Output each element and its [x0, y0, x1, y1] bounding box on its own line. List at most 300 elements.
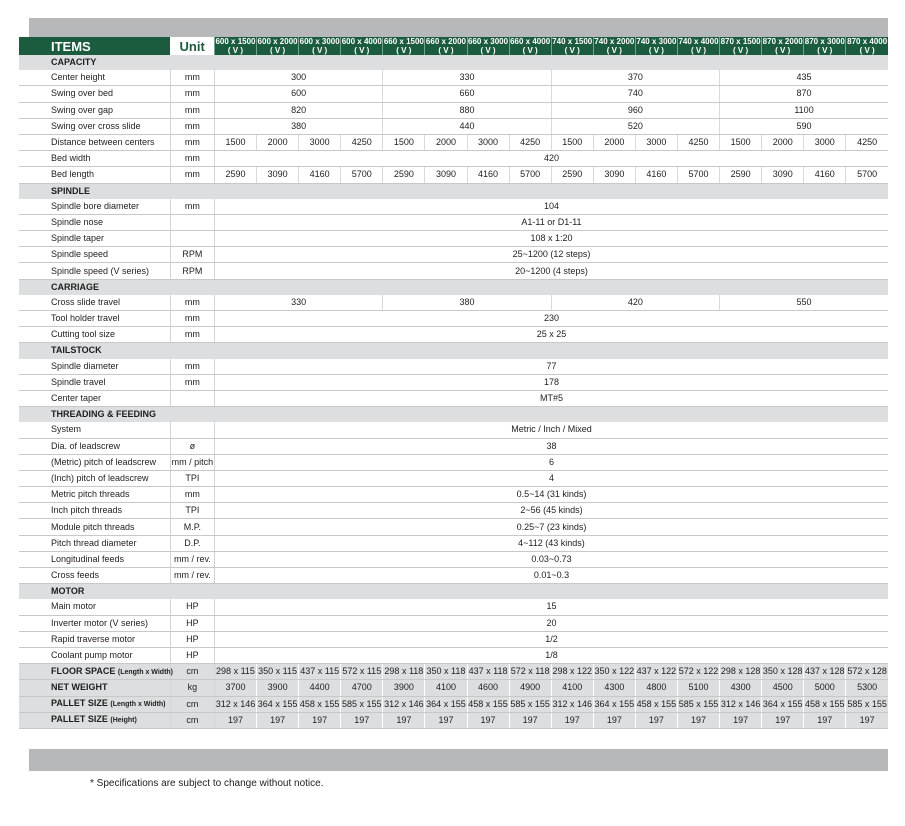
items-header: ITEMS: [19, 37, 170, 55]
spec-row: [19, 70, 888, 86]
summary-value: 437 x 115: [299, 664, 341, 680]
section-header-row: [19, 584, 888, 600]
spec-value: 5700: [677, 167, 719, 183]
spec-value: 104: [214, 199, 888, 215]
model-series: ( V ): [312, 46, 328, 55]
summary-label-sub: (Length x Width): [110, 701, 166, 709]
model-series: ( V ): [606, 46, 622, 55]
spec-row: [19, 374, 888, 390]
spec-label: Swing over gap: [19, 102, 170, 118]
bottom-gray-band: [29, 749, 888, 771]
spec-label: Inch pitch threads: [19, 503, 170, 519]
summary-value: 4600: [467, 680, 509, 696]
spec-label: System: [19, 422, 170, 438]
model-header: [677, 37, 719, 55]
spec-label: Coolant pump motor: [19, 647, 170, 663]
summary-value: 572 x 122: [677, 664, 719, 680]
spec-value: 435: [720, 70, 888, 86]
summary-unit: cm: [170, 712, 214, 728]
summary-value: 458 x 155: [467, 696, 509, 712]
model-header: [425, 37, 467, 55]
spec-unit: mm: [170, 327, 214, 343]
unit-header: Unit: [170, 37, 214, 55]
summary-label: [19, 696, 170, 712]
spec-value: 1500: [551, 134, 593, 150]
spec-label: Bed width: [19, 151, 170, 167]
spec-value: 550: [720, 295, 888, 311]
spec-value: 0.03~0.73: [214, 551, 888, 567]
spec-value: 330: [383, 70, 551, 86]
spec-label: Longitudinal feeds: [19, 551, 170, 567]
spec-value: 38: [214, 438, 888, 454]
spec-label: Cross slide travel: [19, 295, 170, 311]
summary-label-main: PALLET SIZE: [51, 714, 108, 725]
summary-row: [19, 712, 888, 728]
summary-value: 4400: [299, 680, 341, 696]
summary-value: 437 x 128: [804, 664, 846, 680]
model-series: ( V ): [270, 46, 286, 55]
summary-label-main: NET WEIGHT: [51, 682, 108, 693]
spec-label: Spindle nose: [19, 214, 170, 230]
spec-value: 1100: [720, 102, 888, 118]
spec-value: 370: [551, 70, 719, 86]
spec-row: [19, 519, 888, 535]
summary-unit: kg: [170, 680, 214, 696]
spec-value: 4250: [509, 134, 551, 150]
summary-unit: cm: [170, 664, 214, 680]
spec-unit: D.P.: [170, 535, 214, 551]
spec-unit: mm: [170, 295, 214, 311]
spec-unit: mm: [170, 134, 214, 150]
spec-row: [19, 647, 888, 663]
spec-unit: mm: [170, 374, 214, 390]
model-series: ( V ): [648, 46, 664, 55]
spec-value: Metric / Inch / Mixed: [214, 422, 888, 438]
spec-label: Center taper: [19, 390, 170, 406]
summary-value: 312 x 146: [720, 696, 762, 712]
spec-label: Cross feeds: [19, 568, 170, 584]
summary-value: 197: [846, 712, 888, 728]
spec-value: 300: [214, 70, 382, 86]
spec-value: 2000: [425, 134, 467, 150]
spec-row: [19, 231, 888, 247]
summary-value: 585 x 155: [341, 696, 383, 712]
spec-row: [19, 438, 888, 454]
summary-value: 4300: [720, 680, 762, 696]
specification-table: [19, 37, 888, 729]
spec-label: Pitch thread diameter: [19, 535, 170, 551]
spec-label: Spindle speed: [19, 247, 170, 263]
spec-label: (Inch) pitch of leadscrew: [19, 470, 170, 486]
model-size: 870 x 1500: [720, 37, 761, 46]
section-header-row: [19, 343, 888, 359]
spec-value: 77: [214, 359, 888, 375]
spec-value: 440: [383, 118, 551, 134]
section-header-row: [19, 183, 888, 199]
summary-value: 3900: [257, 680, 299, 696]
spec-value: 2000: [593, 134, 635, 150]
summary-value: 197: [635, 712, 677, 728]
spec-row: [19, 454, 888, 470]
model-size: 660 x 1500: [383, 37, 424, 46]
spec-row: [19, 86, 888, 102]
summary-value: 437 x 118: [467, 664, 509, 680]
spec-value: 4160: [299, 167, 341, 183]
summary-value: 298 x 115: [214, 664, 256, 680]
spec-row: [19, 568, 888, 584]
spec-value: 20: [214, 615, 888, 631]
summary-value: 197: [804, 712, 846, 728]
spec-value: 4250: [677, 134, 719, 150]
spec-value: 0.01~0.3: [214, 568, 888, 584]
spec-row: [19, 167, 888, 183]
spec-label: Rapid traverse motor: [19, 631, 170, 647]
spec-label: Tool holder travel: [19, 311, 170, 327]
spec-value: 520: [551, 118, 719, 134]
spec-value: 5700: [341, 167, 383, 183]
spec-value: 4160: [804, 167, 846, 183]
spec-row: [19, 631, 888, 647]
spec-value: 20~1200 (4 steps): [214, 263, 888, 279]
spec-value: 2000: [257, 134, 299, 150]
summary-value: 4900: [509, 680, 551, 696]
spec-row: [19, 295, 888, 311]
spec-value: 3000: [299, 134, 341, 150]
spec-value: 108 x 1:20: [214, 231, 888, 247]
summary-label: [19, 712, 170, 728]
spec-row: [19, 214, 888, 230]
model-header: [341, 37, 383, 55]
summary-value: 364 x 155: [762, 696, 804, 712]
summary-label: [19, 664, 174, 680]
model-header: [804, 37, 846, 55]
model-size: 600 x 1500: [215, 37, 256, 46]
model-size: 740 x 1500: [552, 37, 593, 46]
spec-unit: ø: [170, 438, 214, 454]
section-title: SPINDLE: [19, 183, 888, 199]
spec-unit: [170, 214, 214, 230]
summary-value: 350 x 128: [762, 664, 804, 680]
model-size: 870 x 4000: [847, 37, 888, 46]
summary-value: 197: [762, 712, 804, 728]
spec-unit: [170, 422, 214, 438]
summary-value: 197: [593, 712, 635, 728]
spec-value: 2590: [551, 167, 593, 183]
spec-value: 3090: [593, 167, 635, 183]
summary-value: 197: [341, 712, 383, 728]
summary-value: 4800: [635, 680, 677, 696]
spec-value: 4250: [846, 134, 888, 150]
model-size: 600 x 2000: [257, 37, 298, 46]
model-size: 870 x 3000: [804, 37, 845, 46]
footnote: * Specifications are subject to change without notice.: [90, 778, 324, 789]
spec-unit: mm / pitch: [170, 454, 214, 470]
spec-row: [19, 599, 888, 615]
spec-value: 380: [214, 118, 382, 134]
header-row: [19, 37, 888, 55]
spec-label: Swing over bed: [19, 86, 170, 102]
spec-label: Spindle diameter: [19, 359, 170, 375]
section-title: CAPACITY: [19, 55, 888, 70]
model-header: [846, 37, 888, 55]
spec-unit: mm: [170, 359, 214, 375]
summary-value: 585 x 155: [846, 696, 888, 712]
summary-value: 4100: [425, 680, 467, 696]
model-series: ( V ): [438, 46, 454, 55]
spec-value: 2590: [214, 167, 256, 183]
model-header: [593, 37, 635, 55]
summary-value: 197: [299, 712, 341, 728]
model-size: 660 x 2000: [425, 37, 466, 46]
section-title: TAILSTOCK: [19, 343, 888, 359]
spec-value: 740: [551, 86, 719, 102]
spec-row: [19, 247, 888, 263]
spec-value: 25 x 25: [214, 327, 888, 343]
spec-unit: RPM: [170, 247, 214, 263]
model-series: ( V ): [817, 46, 833, 55]
spec-value: 1500: [383, 134, 425, 150]
summary-label: [19, 680, 170, 696]
spec-value: 590: [720, 118, 888, 134]
spec-value: 6: [214, 454, 888, 470]
spec-unit: mm / rev.: [170, 551, 214, 567]
model-size: 740 x 3000: [636, 37, 677, 46]
spec-value: 1500: [720, 134, 762, 150]
model-header: [257, 37, 299, 55]
spec-value: MT#5: [214, 390, 888, 406]
summary-label-main: PALLET SIZE: [51, 698, 108, 709]
spec-value: 25~1200 (12 steps): [214, 247, 888, 263]
spec-value: 1/2: [214, 631, 888, 647]
model-header: [467, 37, 509, 55]
spec-unit: TPI: [170, 470, 214, 486]
summary-value: 197: [467, 712, 509, 728]
section-header-row: [19, 279, 888, 295]
spec-unit: HP: [170, 631, 214, 647]
spec-value: 600: [214, 86, 382, 102]
section-title: CARRIAGE: [19, 279, 888, 295]
spec-value: 2~56 (45 kinds): [214, 503, 888, 519]
spec-value: 3090: [425, 167, 467, 183]
spec-unit: M.P.: [170, 519, 214, 535]
spec-label: (Metric) pitch of leadscrew: [19, 454, 170, 470]
spec-value: 5700: [509, 167, 551, 183]
spec-value: 4: [214, 470, 888, 486]
spec-label: Swing over cross slide: [19, 118, 170, 134]
spec-row: [19, 615, 888, 631]
summary-value: 197: [720, 712, 762, 728]
spec-value: 4160: [467, 167, 509, 183]
spec-unit: RPM: [170, 263, 214, 279]
model-series: ( V ): [354, 46, 370, 55]
spec-row: [19, 470, 888, 486]
spec-value: 3000: [804, 134, 846, 150]
spec-value: 1/8: [214, 647, 888, 663]
spec-label: Spindle taper: [19, 231, 170, 247]
summary-value: 197: [551, 712, 593, 728]
summary-value: 298 x 118: [383, 664, 425, 680]
summary-value: 350 x 122: [593, 664, 635, 680]
spec-unit: mm: [170, 151, 214, 167]
spec-unit: mm: [170, 487, 214, 503]
summary-value: 437 x 122: [635, 664, 677, 680]
spec-value: 2590: [720, 167, 762, 183]
model-series: ( V ): [480, 46, 496, 55]
section-header-row: [19, 55, 888, 70]
summary-value: 4300: [593, 680, 635, 696]
spec-label: Metric pitch threads: [19, 487, 170, 503]
summary-value: 350 x 118: [425, 664, 467, 680]
summary-label-sub: (Height): [110, 717, 137, 725]
spec-unit: [170, 231, 214, 247]
section-header-row: [19, 407, 888, 423]
spec-value: 3000: [635, 134, 677, 150]
spec-label: Dia. of leadscrew: [19, 438, 170, 454]
summary-value: 572 x 115: [341, 664, 383, 680]
summary-value: 572 x 118: [509, 664, 551, 680]
summary-value: 197: [257, 712, 299, 728]
model-series: ( V ): [522, 46, 538, 55]
spec-unit: mm: [170, 311, 214, 327]
summary-value: 5000: [804, 680, 846, 696]
spec-row: [19, 503, 888, 519]
spec-row: [19, 551, 888, 567]
spec-unit: mm / rev.: [170, 568, 214, 584]
spec-value: 820: [214, 102, 382, 118]
spec-value: 880: [383, 102, 551, 118]
model-header: [383, 37, 425, 55]
summary-value: 298 x 128: [720, 664, 762, 680]
spec-label: Spindle bore diameter: [19, 199, 170, 215]
model-series: ( V ): [733, 46, 749, 55]
spec-unit: TPI: [170, 503, 214, 519]
model-header: [762, 37, 804, 55]
model-header: [214, 37, 256, 55]
spec-value: 420: [551, 295, 719, 311]
spec-label: Main motor: [19, 599, 170, 615]
spec-value: A1-11 or D1-11: [214, 214, 888, 230]
top-gray-band: [29, 18, 888, 38]
spec-value: 15: [214, 599, 888, 615]
summary-value: 585 x 155: [677, 696, 719, 712]
section-title: MOTOR: [19, 584, 888, 600]
model-size: 660 x 4000: [510, 37, 551, 46]
spec-unit: [170, 390, 214, 406]
spec-unit: mm: [170, 102, 214, 118]
spec-row: [19, 263, 888, 279]
summary-row: [19, 680, 888, 696]
spec-row: [19, 151, 888, 167]
summary-unit: cm: [170, 696, 214, 712]
spec-value: 3090: [257, 167, 299, 183]
spec-unit: mm: [170, 118, 214, 134]
summary-value: 312 x 146: [214, 696, 256, 712]
spec-value: 660: [383, 86, 551, 102]
spec-row: [19, 359, 888, 375]
summary-value: 197: [509, 712, 551, 728]
model-size: 660 x 3000: [468, 37, 509, 46]
model-series: ( V ): [564, 46, 580, 55]
spec-value: 2000: [762, 134, 804, 150]
spec-label: Inverter motor (V series): [19, 615, 170, 631]
spec-unit: HP: [170, 599, 214, 615]
spec-value: 230: [214, 311, 888, 327]
summary-value: 4500: [762, 680, 804, 696]
spec-value: 4~112 (43 kinds): [214, 535, 888, 551]
model-series: ( V ): [775, 46, 791, 55]
model-header: [509, 37, 551, 55]
summary-row: [19, 696, 888, 712]
spec-value: 0.5~14 (31 kinds): [214, 487, 888, 503]
spec-value: 3090: [762, 167, 804, 183]
spec-unit: HP: [170, 615, 214, 631]
spec-row: [19, 118, 888, 134]
section-title: THREADING & FEEDING: [19, 407, 888, 423]
spec-value: 5700: [846, 167, 888, 183]
summary-value: 298 x 122: [551, 664, 593, 680]
spec-value: 380: [383, 295, 551, 311]
summary-value: 364 x 155: [593, 696, 635, 712]
spec-label: Spindle travel: [19, 374, 170, 390]
spec-value: 870: [720, 86, 888, 102]
spec-value: 330: [214, 295, 382, 311]
summary-value: 4700: [341, 680, 383, 696]
model-series: ( V ): [396, 46, 412, 55]
summary-value: 458 x 155: [804, 696, 846, 712]
model-series: ( V ): [690, 46, 707, 55]
spec-value: 420: [214, 151, 888, 167]
summary-row: [19, 664, 888, 680]
spec-row: [19, 102, 888, 118]
summary-label-main: FLOOR SPACE: [51, 665, 116, 676]
spec-unit: HP: [170, 647, 214, 663]
summary-value: 197: [425, 712, 467, 728]
spec-value: 3000: [467, 134, 509, 150]
model-series: ( V ): [227, 46, 244, 55]
summary-value: 3700: [214, 680, 256, 696]
spec-label: Module pitch threads: [19, 519, 170, 535]
spec-unit: mm: [170, 70, 214, 86]
model-header: [299, 37, 341, 55]
spec-value: 0.25~7 (23 kinds): [214, 519, 888, 535]
model-size: 600 x 4000: [341, 37, 382, 46]
spec-row: [19, 134, 888, 150]
model-size: 740 x 2000: [594, 37, 635, 46]
summary-value: 312 x 146: [383, 696, 425, 712]
spec-value: 4250: [341, 134, 383, 150]
summary-value: 197: [214, 712, 256, 728]
spec-row: [19, 422, 888, 438]
summary-value: 4100: [551, 680, 593, 696]
summary-value: 585 x 155: [509, 696, 551, 712]
summary-value: 572 x 128: [846, 664, 888, 680]
summary-value: 458 x 155: [635, 696, 677, 712]
spec-label: Distance between centers: [19, 134, 170, 150]
model-header: [720, 37, 762, 55]
summary-value: 3900: [383, 680, 425, 696]
spec-unit: mm: [170, 167, 214, 183]
summary-value: 364 x 155: [425, 696, 467, 712]
spec-row: [19, 199, 888, 215]
summary-value: 350 x 115: [257, 664, 299, 680]
spec-value: 1500: [214, 134, 256, 150]
spec-label: Center height: [19, 70, 170, 86]
model-size: 870 x 2000: [762, 37, 803, 46]
spec-label: Bed length: [19, 167, 170, 183]
spec-label: Spindle speed (V series): [19, 263, 170, 279]
model-size: 600 x 3000: [299, 37, 340, 46]
spec-unit: mm: [170, 199, 214, 215]
